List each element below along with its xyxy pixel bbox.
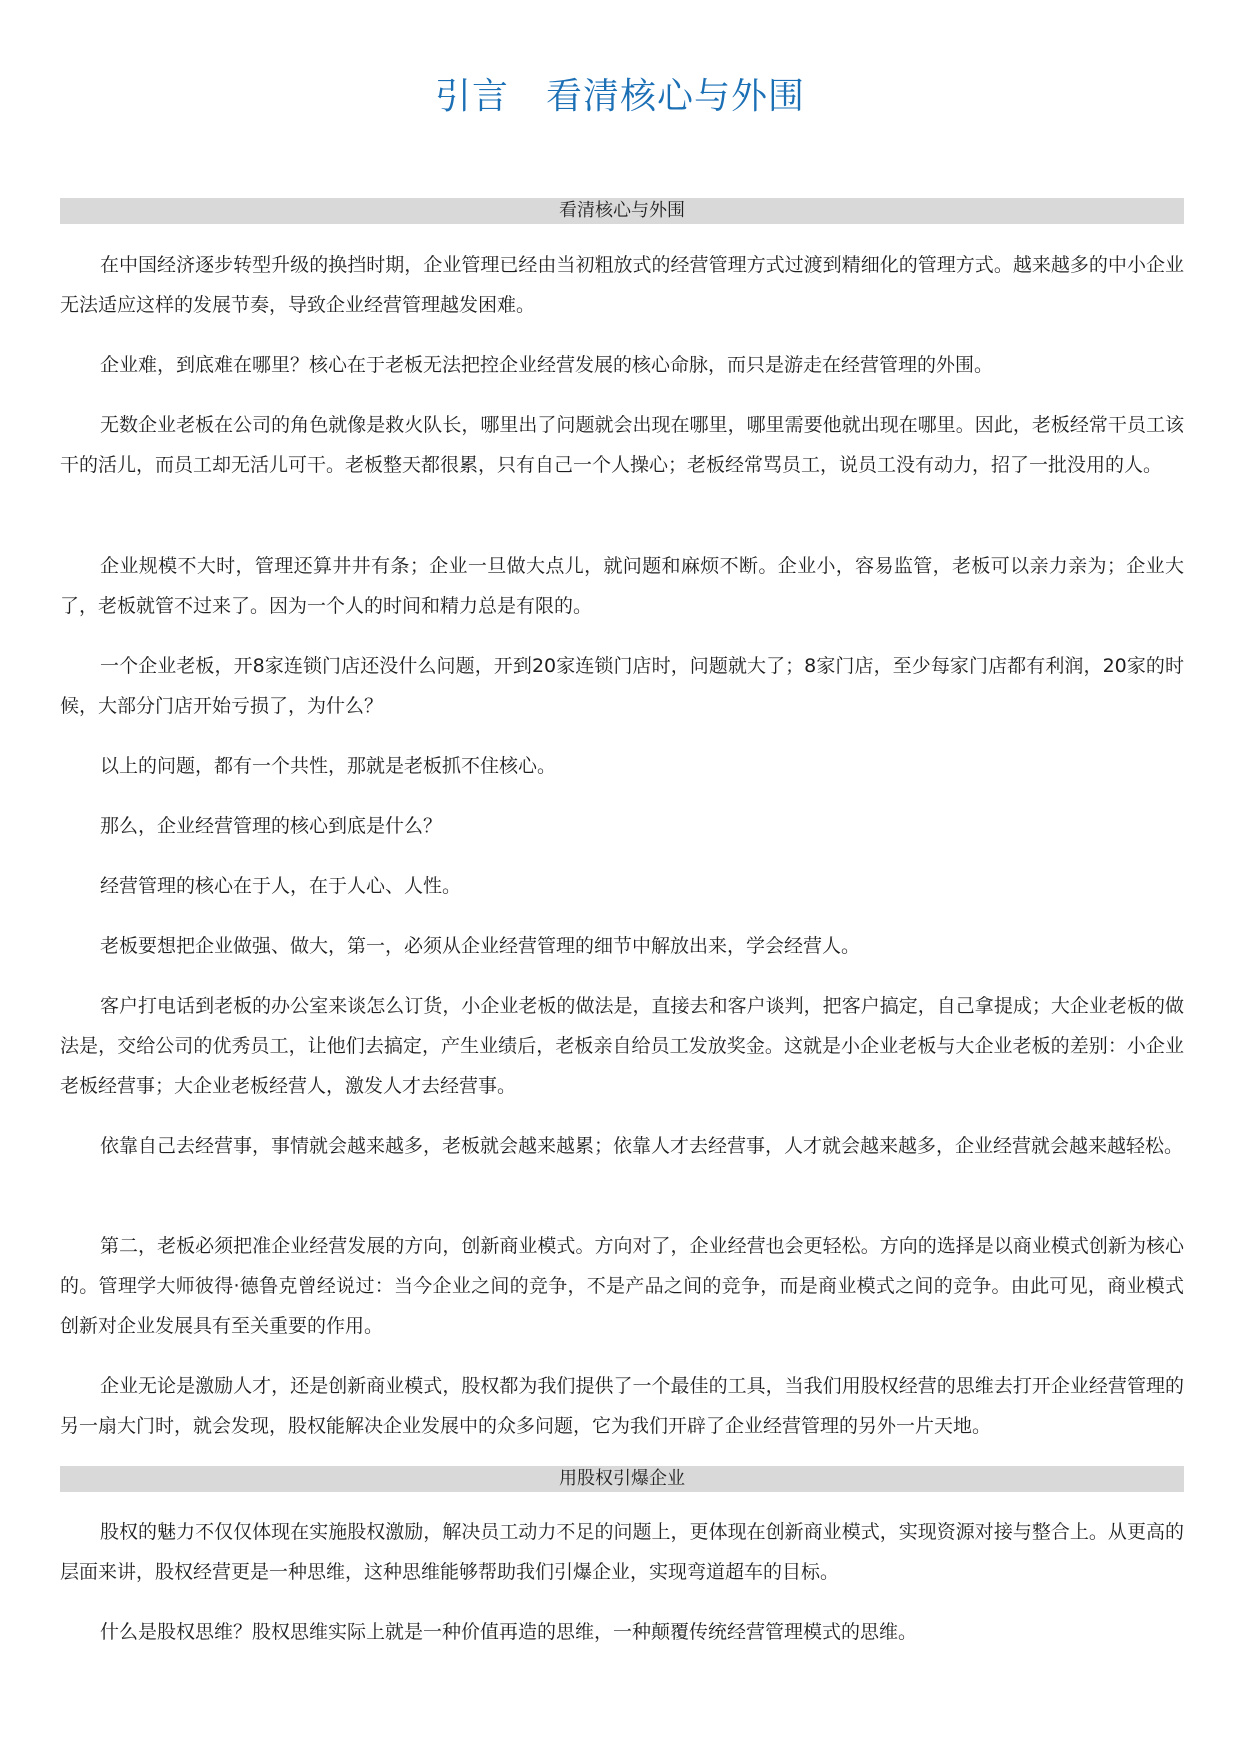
paragraph: 老板要想把企业做强、做大，第一，必须从企业经营管理的细节中解放出来，学会经营人。 (100, 935, 861, 957)
paragraph: 企业规模不大时，管理还算井井有条；企业一旦做大点儿，就问题和麻烦不断。企业小，容易监管，老板可以亲力亲为；企业大了，老板就管不过来了。因为一个人的时间和精力总是有限的。 (60, 555, 1184, 617)
paragraph: 一个企业老板，开8家连锁门店还没什么问题，开到20家连锁门店时，问题就大了；8家门店，至少每家门店都有利润，20家的时候，大部分门店开始亏损了，为什么？ (60, 655, 1184, 717)
paragraph: 在中国经济逐步转型升级的换挡时期，企业管理已经由当初粗放式的经营管理方式过渡到精细化的管理方式。越来越多的中小企业无法适应这样的发展节奏，导致企业经营管理越发困难。 (60, 254, 1184, 316)
paragraph: 无数企业老板在公司的角色就像是救火队长，哪里出了问题就会出现在哪里，哪里需要他就出现在哪里。因此，老板经常干员工该干的活儿，而员工却无活儿可干。老板整天都很累，只有自己一个人操心；老板经常骂员工，说员工没有动力，招了一批没用的人。 (60, 414, 1184, 476)
paragraph: 什么是股权思维？股权思维实际上就是一种价值再造的思维，一种颠覆传统经营管理模式的思维。 (100, 1621, 918, 1643)
section-heading-equity: 用股权引爆企业 (60, 1466, 1184, 1492)
section-heading-core: 看清核心与外围 (60, 198, 1184, 224)
paragraph: 企业难，到底难在哪里？核心在于老板无法把控企业经营发展的核心命脉，而只是游走在经营管理的外围。 (100, 354, 994, 376)
paragraph: 客户打电话到老板的办公室来谈怎么订货，小企业老板的做法是，直接去和客户谈判，把客户搞定，自己拿提成；大企业老板的做法是，交给公司的优秀员工，让他们去搞定，产生业绩后，老板亲自给员工发放奖金。这就是小企业老板与大企业老板的差别：小企业老板经营事；大企业老板经营人，激发人才去经营事。 (60, 995, 1184, 1097)
page-title: 引言 看清核心与外围 (434, 76, 805, 117)
paragraph: 第二，老板必须把准企业经营发展的方向，创新商业模式。方向对了，企业经营也会更轻松。方向的选择是以商业模式创新为核心的。管理学大师彼得·德鲁克曾经说过：当今企业之间的竞争，不是产品之间的竞争，而是商业模式之间的竞争。由此可见，商业模式创新对企业发展具有至关重要的作用。 (60, 1235, 1184, 1337)
paragraph: 股权的魅力不仅仅体现在实施股权激励，解决员工动力不足的问题上，更体现在创新商业模式，实现资源对接与整合上。从更高的层面来讲，股权经营更是一种思维，这种思维能够帮助我们引爆企业，实现弯道超车的目标。 (60, 1521, 1184, 1583)
paragraph: 依靠自己去经营事，事情就会越来越多，老板就会越来越累；依靠人才去经营事，人才就会越来越多，企业经营就会越来越轻松。 (100, 1135, 1184, 1157)
paragraph: 企业无论是激励人才，还是创新商业模式，股权都为我们提供了一个最佳的工具，当我们用股权经营的思维去打开企业经营管理的另一扇大门时，就会发现，股权能解决企业发展中的众多问题，它为我们开辟了企业经营管理的另外一片天地。 (60, 1375, 1184, 1437)
paragraph: 以上的问题，都有一个共性，那就是老板抓不住核心。 (100, 755, 557, 777)
paragraph: 那么，企业经营管理的核心到底是什么？ (100, 815, 443, 837)
paragraph: 经营管理的核心在于人，在于人心、人性。 (100, 875, 462, 897)
